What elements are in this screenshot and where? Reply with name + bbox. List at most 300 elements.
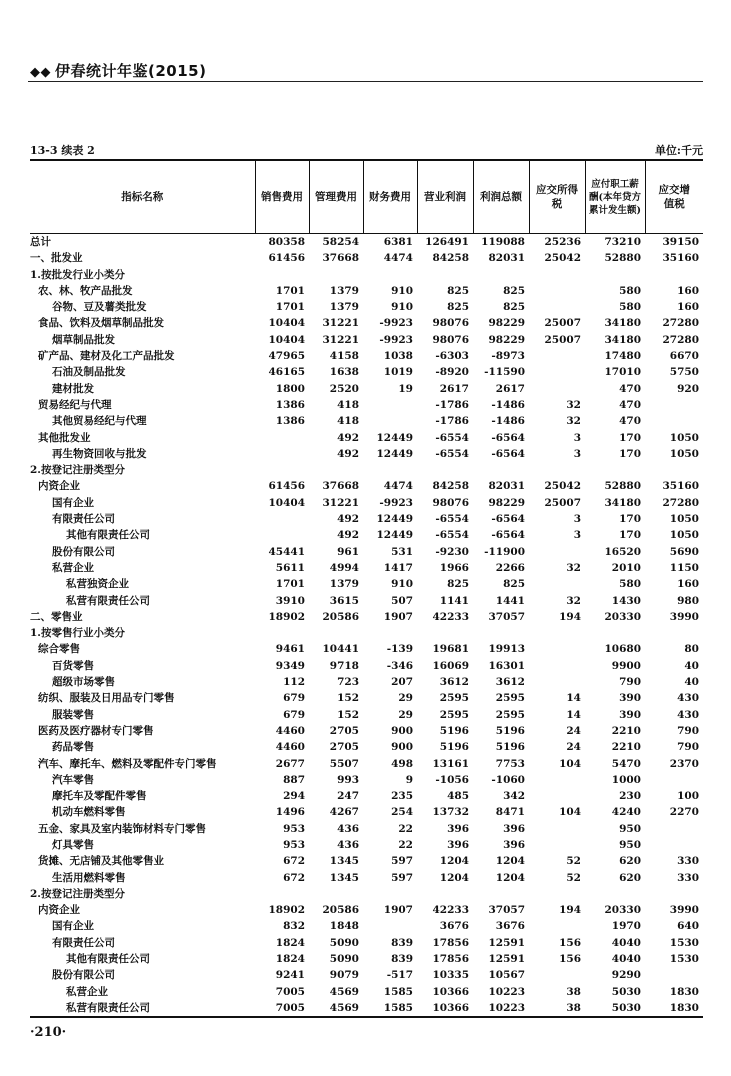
table-cell: 4569 — [309, 1000, 363, 1017]
table-row — [30, 918, 703, 934]
table-cell: 1150 — [669, 561, 699, 574]
table-cell — [529, 788, 585, 804]
table-cell — [255, 527, 309, 543]
table-row — [30, 593, 703, 609]
table-cell: 4460 — [275, 724, 305, 737]
table-cell: 1379 — [329, 578, 359, 591]
table-cell: 170 — [619, 513, 641, 526]
table-cell: 2595 — [439, 708, 469, 721]
table-cell: 1441 — [495, 594, 525, 607]
row-label: 货摊、无店铺及其他零售业 — [38, 855, 164, 868]
table-cell: 5030 — [585, 1000, 645, 1017]
table-cell: -1786 — [435, 415, 469, 428]
table-cell: 3612 — [439, 676, 469, 689]
table-cell: 2520 — [329, 382, 359, 395]
table-cell: -1486 — [491, 398, 525, 411]
table-cell: 170 — [619, 529, 641, 542]
table-cell: 152 — [337, 708, 359, 721]
table-cell: 2266 — [495, 561, 525, 574]
table-cell: 1050 — [669, 513, 699, 526]
table-cell: 330 — [677, 871, 699, 884]
table-cell: 597 — [391, 855, 413, 868]
table-cell: 80 — [684, 643, 699, 656]
table-cell: 723 — [337, 676, 359, 689]
table-row — [30, 886, 703, 902]
table-cell: -6554 — [435, 431, 469, 444]
table-cell: -1060 — [491, 773, 525, 786]
row-label: 纺织、服装及日用品专门零售 — [38, 692, 175, 705]
table-cell: 160 — [677, 284, 699, 297]
table-cell: 104 — [559, 806, 581, 819]
table-cell: 104 — [559, 757, 581, 770]
table-header-row — [30, 160, 703, 234]
page-number: ·210· — [30, 1025, 67, 1040]
table-cell: 470 — [619, 382, 641, 395]
table-row — [30, 739, 703, 755]
table-cell — [529, 641, 585, 657]
table-cell — [529, 918, 585, 934]
table-cell: 1019 — [383, 366, 413, 379]
table-row — [30, 674, 703, 690]
table-cell: 20330 — [604, 610, 641, 623]
table-cell: 98076 — [432, 333, 469, 346]
table-cell: 3 — [573, 447, 581, 460]
table-cell: 19913 — [488, 643, 525, 656]
table-cell: 82031 — [488, 480, 525, 493]
row-label: 谷物、豆及薯类批发 — [52, 301, 147, 314]
table-cell: 825 — [503, 284, 525, 297]
table-cell: 29 — [398, 692, 413, 705]
table-cell: 230 — [619, 790, 641, 803]
table-cell: -9923 — [379, 317, 413, 330]
row-label: 摩托车及零配件零售 — [52, 790, 147, 803]
table-cell: 3990 — [669, 904, 699, 917]
table-cell: 12449 — [376, 447, 413, 460]
table-cell: 839 — [391, 953, 413, 966]
header-diamond-marks: ◆◆ — [30, 65, 51, 80]
table-cell — [529, 299, 585, 315]
table-cell: 170 — [619, 447, 641, 460]
table-cell: 9349 — [275, 659, 305, 672]
table-cell: -6554 — [435, 447, 469, 460]
row-label: 总计 — [30, 236, 51, 248]
table-cell: 430 — [677, 692, 699, 705]
table-cell: 9241 — [275, 969, 305, 982]
table-cell — [529, 267, 585, 283]
table-cell: 98229 — [488, 333, 525, 346]
table-row — [30, 837, 703, 853]
row-label: 内资企业 — [38, 904, 80, 917]
table-row — [30, 641, 703, 657]
table-cell: 35160 — [662, 480, 699, 493]
table-cell: 10223 — [488, 985, 525, 998]
table-cell: 24 — [566, 724, 581, 737]
table-cell: 61456 — [268, 252, 305, 265]
table-row — [30, 478, 703, 494]
table-cell: 10567 — [488, 969, 525, 982]
table-cell: 620 — [619, 871, 641, 884]
table-cell: 17856 — [432, 936, 469, 949]
table-cell: -6564 — [491, 431, 525, 444]
table-cell: 82031 — [488, 252, 525, 265]
table-cell: 1345 — [329, 871, 359, 884]
table-cell — [529, 674, 585, 690]
table-cell: 4569 — [329, 985, 359, 998]
table-cell — [363, 886, 417, 902]
table-cell: 1585 — [363, 1000, 417, 1017]
table-cell — [473, 886, 529, 902]
row-label: 私营企业 — [52, 561, 94, 574]
table-row — [30, 1000, 703, 1017]
row-label: 矿产品、建材及化工产品批发 — [38, 350, 175, 363]
table-cell: 42233 — [432, 904, 469, 917]
table-cell: 950 — [619, 838, 641, 851]
table-cell: 910 — [391, 578, 413, 591]
table-id: 13-3 续表 2 — [30, 144, 95, 157]
table-row — [30, 560, 703, 576]
table-cell: 597 — [391, 871, 413, 884]
table-row — [30, 935, 703, 951]
table-cell: -8973 — [491, 350, 525, 363]
table-cell: 1530 — [669, 953, 699, 966]
row-label: 汽车、摩托车、燃料及零配件专门零售 — [38, 757, 217, 770]
table-cell: -6564 — [491, 447, 525, 460]
table-cell: 4040 — [611, 953, 641, 966]
table-cell: 5030 — [611, 985, 641, 998]
table-cell: 825 — [503, 578, 525, 591]
column-header: 应交所得税 — [529, 160, 585, 234]
row-label: 生活用燃料零售 — [52, 871, 126, 884]
table-cell: 37057 — [488, 610, 525, 623]
table-cell: 19681 — [432, 643, 469, 656]
table-cell: 3676 — [439, 920, 469, 933]
table-cell: 9079 — [329, 969, 359, 982]
table-cell — [255, 446, 309, 462]
table-cell: 790 — [677, 741, 699, 754]
table-cell: 247 — [337, 790, 359, 803]
table-cell: 4474 — [383, 252, 413, 265]
table-cell: 126491 — [425, 236, 469, 248]
table-cell — [363, 267, 417, 283]
table-cell: 37668 — [322, 480, 359, 493]
table-row — [30, 821, 703, 837]
table-cell: 2595 — [495, 708, 525, 721]
table-row — [30, 348, 703, 364]
table-cell: 4460 — [275, 741, 305, 754]
table-cell: 390 — [619, 708, 641, 721]
table-cell: 17480 — [604, 350, 641, 363]
table-cell: 1379 — [329, 301, 359, 314]
row-label: 私营企业 — [66, 985, 108, 998]
table-cell: -6564 — [491, 529, 525, 542]
header-rule — [28, 81, 703, 82]
row-label: 烟草制品批发 — [52, 333, 115, 346]
table-cell: 5507 — [329, 757, 359, 770]
table-cell: 825 — [447, 301, 469, 314]
table-row — [30, 315, 703, 331]
row-label: 五金、家具及室内装饰材料专门零售 — [38, 822, 206, 835]
table-row — [30, 413, 703, 429]
table-row — [30, 299, 703, 315]
table-cell: 10680 — [604, 643, 641, 656]
row-label: 灯具零售 — [52, 838, 94, 851]
running-header — [30, 60, 206, 81]
table-cell — [529, 967, 585, 983]
table-cell: 1830 — [645, 1000, 703, 1017]
table-cell: 1907 — [383, 610, 413, 623]
table-cell: 37668 — [322, 252, 359, 265]
table-cell: 5090 — [329, 936, 359, 949]
table-cell: 31221 — [322, 333, 359, 346]
table-cell: 580 — [619, 301, 641, 314]
table-cell: 887 — [283, 773, 305, 786]
table-cell: -1056 — [435, 773, 469, 786]
table-cell: 156 — [559, 953, 581, 966]
row-label: 其他贸易经纪与代理 — [52, 415, 147, 428]
table-cell — [645, 772, 703, 788]
table-cell: 10335 — [432, 969, 469, 982]
table-row — [30, 250, 703, 266]
row-label: 有限责任公司 — [52, 936, 115, 949]
table-cell: 45441 — [268, 545, 305, 558]
row-label: 国有企业 — [52, 496, 94, 509]
table-cell: 5196 — [439, 724, 469, 737]
table-cell: 207 — [391, 676, 413, 689]
table-cell: -1786 — [435, 398, 469, 411]
table-row — [30, 984, 703, 1000]
table-cell: 418 — [337, 398, 359, 411]
table-cell: 37057 — [488, 904, 525, 917]
table-cell: 27280 — [662, 496, 699, 509]
table-row — [30, 870, 703, 886]
table-cell: 4040 — [611, 936, 641, 949]
table-cell — [363, 462, 417, 478]
table-cell: 507 — [391, 594, 413, 607]
table-row — [30, 381, 703, 397]
table-cell: 2677 — [275, 757, 305, 770]
table-cell: 1800 — [275, 382, 305, 395]
row-label: 石油及制品批发 — [52, 366, 126, 379]
row-label: 私营有限责任公司 — [66, 594, 150, 607]
table-cell: 31221 — [322, 496, 359, 509]
table-cell: 25007 — [544, 496, 581, 509]
table-cell: 52880 — [604, 480, 641, 493]
table-cell: 825 — [447, 284, 469, 297]
table-cell: 194 — [559, 904, 581, 917]
row-label: 其他有限责任公司 — [66, 529, 150, 542]
table-row — [30, 902, 703, 918]
column-header: 财务费用 — [363, 160, 417, 234]
table-cell: 112 — [283, 676, 305, 689]
table-cell: 4240 — [611, 806, 641, 819]
table-cell — [529, 837, 585, 853]
table-cell: 10404 — [268, 496, 305, 509]
table-cell: 672 — [283, 855, 305, 868]
table-cell — [529, 821, 585, 837]
table-cell: 8471 — [495, 806, 525, 819]
table-cell: 160 — [677, 301, 699, 314]
table-row — [30, 576, 703, 592]
table-cell: 7005 — [275, 985, 305, 998]
table-cell: 84258 — [432, 480, 469, 493]
table-cell — [255, 625, 309, 641]
row-label: 私营独资企业 — [66, 578, 129, 591]
table-row — [30, 511, 703, 527]
table-cell: 436 — [337, 838, 359, 851]
table-row — [30, 283, 703, 299]
row-label: 食品、饮料及烟草制品批发 — [38, 317, 164, 330]
table-cell: 16520 — [604, 545, 641, 558]
table-cell: 1907 — [383, 904, 413, 917]
table-cell: 839 — [391, 936, 413, 949]
table-cell — [645, 821, 703, 837]
table-cell: 6381 — [383, 236, 413, 248]
table-cell: 4994 — [329, 561, 359, 574]
table-cell: 418 — [337, 415, 359, 428]
table-cell: 3910 — [275, 594, 305, 607]
row-label: 股份有限公司 — [52, 969, 115, 982]
table-cell: 25042 — [544, 252, 581, 265]
table-cell: 396 — [447, 838, 469, 851]
table-cell: 254 — [391, 806, 413, 819]
row-label: 其他有限责任公司 — [66, 953, 150, 966]
table-cell: 52 — [566, 871, 581, 884]
row-label: 其他批发业 — [38, 431, 91, 444]
table-cell: 160 — [677, 578, 699, 591]
table-row — [30, 332, 703, 348]
header-title: 伊春统计年鉴(2015) — [55, 62, 207, 80]
table-cell: 1966 — [439, 561, 469, 574]
row-label: 医药及医疗器材专门零售 — [38, 724, 154, 737]
table-cell: 580 — [619, 284, 641, 297]
table-cell: 3 — [573, 529, 581, 542]
table-cell: 2010 — [611, 561, 641, 574]
table-row — [30, 267, 703, 283]
table-cell: 20330 — [604, 904, 641, 917]
table-cell — [529, 348, 585, 364]
table-cell: 2270 — [669, 806, 699, 819]
table-cell: 73210 — [604, 236, 641, 248]
row-label: 服装零售 — [52, 708, 94, 721]
table-cell: 1824 — [275, 936, 305, 949]
row-label: 有限责任公司 — [52, 513, 115, 526]
table-cell: 5690 — [669, 545, 699, 558]
table-cell: 39150 — [662, 236, 699, 248]
table-cell: 10441 — [322, 643, 359, 656]
table-cell: 4267 — [329, 806, 359, 819]
table-cell: 17856 — [432, 953, 469, 966]
table-cell: -6554 — [435, 513, 469, 526]
table-cell: -9230 — [435, 545, 469, 558]
table-cell: 24 — [566, 741, 581, 754]
column-header: 应付职工薪酬(本年贷方累计发生额) — [585, 160, 645, 234]
row-label: 私营有限责任公司 — [30, 1000, 255, 1017]
table-cell: -1486 — [491, 415, 525, 428]
table-cell: 832 — [283, 920, 305, 933]
column-header: 指标名称 — [30, 160, 255, 234]
table-cell — [255, 430, 309, 446]
table-cell: 2617 — [439, 382, 469, 395]
table-cell: 25007 — [544, 333, 581, 346]
table-cell — [255, 462, 309, 478]
table-cell: 436 — [337, 822, 359, 835]
table-cell: 7753 — [495, 757, 525, 770]
table-cell — [255, 886, 309, 902]
table-cell: 100 — [677, 790, 699, 803]
table-cell: 2595 — [495, 692, 525, 705]
table-cell: 40 — [684, 676, 699, 689]
table-cell — [645, 462, 703, 478]
table-cell: 38 — [529, 1000, 585, 1017]
table-cell: 2370 — [669, 757, 699, 770]
table-row — [30, 707, 703, 723]
table-cell — [645, 397, 703, 413]
table-cell: 294 — [283, 790, 305, 803]
table-cell: 20586 — [322, 904, 359, 917]
table-cell: 1050 — [669, 447, 699, 460]
table-cell: 1430 — [611, 594, 641, 607]
table-cell: 4158 — [329, 350, 359, 363]
table-cell: 910 — [391, 301, 413, 314]
table-cell: 1379 — [329, 284, 359, 297]
table-row — [30, 723, 703, 739]
table-cell: 12449 — [376, 529, 413, 542]
table-cell: 27280 — [662, 333, 699, 346]
table-cell — [529, 381, 585, 397]
table-cell: 12591 — [488, 936, 525, 949]
table-cell: 1848 — [329, 920, 359, 933]
table-cell: 3676 — [495, 920, 525, 933]
table-row — [30, 609, 703, 625]
table-cell: 390 — [619, 692, 641, 705]
table-cell: 5750 — [669, 366, 699, 379]
table-cell — [309, 886, 363, 902]
table-cell: 900 — [391, 741, 413, 754]
table-cell: 5470 — [611, 757, 641, 770]
table-cell: 10404 — [268, 317, 305, 330]
table-cell: 953 — [283, 822, 305, 835]
table-cell: -6564 — [491, 513, 525, 526]
table-cell: 7005 — [255, 1000, 309, 1017]
table-cell: 2210 — [611, 741, 641, 754]
table-cell: 1530 — [669, 936, 699, 949]
table-cell: 396 — [503, 838, 525, 851]
table-cell: -9923 — [379, 333, 413, 346]
table-row — [30, 397, 703, 413]
table-cell: 993 — [337, 773, 359, 786]
table-cell: -9923 — [379, 496, 413, 509]
table-cell: 900 — [391, 724, 413, 737]
table-cell: 18902 — [268, 904, 305, 917]
column-header: 利润总额 — [473, 160, 529, 234]
table-cell: 1038 — [383, 350, 413, 363]
table-row — [30, 495, 703, 511]
table-cell — [363, 397, 417, 413]
table-cell: 5611 — [275, 561, 305, 574]
row-label: 超级市场零售 — [52, 676, 115, 689]
table-cell: 1345 — [329, 855, 359, 868]
table-row — [30, 544, 703, 560]
table-cell: 235 — [391, 790, 413, 803]
table-row — [30, 234, 703, 251]
table-cell: 12591 — [488, 953, 525, 966]
table-cell: 10404 — [268, 333, 305, 346]
table-cell — [645, 625, 703, 641]
table-cell: 80358 — [268, 236, 305, 248]
table-cell — [529, 886, 585, 902]
table-cell: 790 — [619, 676, 641, 689]
table-cell — [585, 625, 645, 641]
